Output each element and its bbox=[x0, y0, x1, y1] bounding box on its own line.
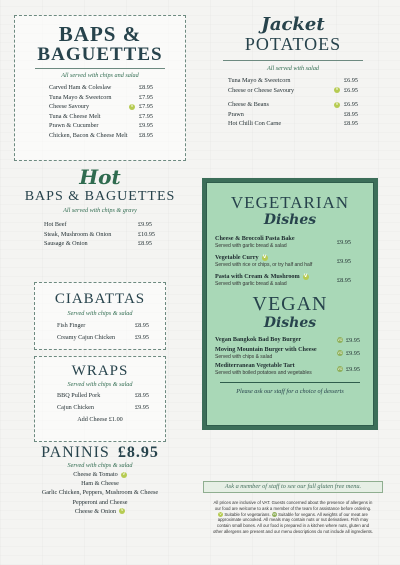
item-price: £8.95 bbox=[139, 131, 153, 139]
hot-baps-section bbox=[14, 167, 186, 249]
list-item bbox=[49, 93, 163, 103]
paninis-section bbox=[14, 444, 186, 516]
ciabattas-section bbox=[34, 282, 166, 350]
list-item bbox=[228, 100, 368, 110]
baps-title-line1: BAPS & bbox=[58, 22, 142, 46]
item-name: Cheese & Beans bbox=[228, 101, 269, 109]
item-price: £7.95 bbox=[139, 112, 153, 120]
wraps-subtitle: Served with chips & salad bbox=[67, 381, 133, 388]
item-price: £8.95 bbox=[344, 120, 358, 128]
wraps-extra: Add Cheese £1.00 bbox=[77, 416, 123, 423]
list-item bbox=[228, 119, 368, 129]
allergy-note: All prices are inclusive of VAT. Guests concerned about the presence of allergens in our food are welcome to ask a member of the team for assistance before ordering. V Suitable for vegetarians. VG Suitable for vegans. All weights of our meat are approximate uncooked. All meals may contain nuts or nut derivatives. Fish may contain small bones. All our food is prepared in a kitchen where nuts, gluten and other allergens are present and our menu descriptions do not include all ingredients. bbox=[212, 500, 374, 534]
gluten-free-banner: Ask a member of staff to see our full gluten free menu. bbox=[203, 481, 383, 493]
dish-name: Vegetable Curry V bbox=[215, 254, 267, 261]
item-price: £9.95 bbox=[139, 122, 153, 130]
list-item bbox=[215, 362, 365, 376]
baps-title-line2: BAGUETTES bbox=[37, 44, 163, 65]
item-name: BBQ Pulled Pork bbox=[57, 392, 101, 399]
list-item: Ham & Cheese bbox=[81, 480, 119, 488]
list-item bbox=[215, 235, 365, 249]
ciabattas-subtitle: Served with chips & salad bbox=[67, 310, 133, 317]
hot-baps-item-list bbox=[14, 214, 186, 249]
hot-script-title: Hot bbox=[79, 165, 121, 189]
vegan-icon: VG bbox=[337, 338, 343, 342]
vegan-item-list bbox=[215, 336, 365, 376]
wraps-item-list bbox=[35, 388, 165, 414]
dish-description: Served with boiled potatoes and vegetables bbox=[215, 370, 312, 376]
list-item bbox=[57, 320, 159, 332]
dish-name: Pasta with Cream & Mushroom V bbox=[215, 273, 308, 280]
dish-name: Vegan Bangkok Bad Boy Burger bbox=[215, 336, 302, 343]
paninis-price: £8.95 bbox=[117, 444, 159, 461]
item-price: £9.95 bbox=[135, 404, 149, 411]
jacket-item-list bbox=[208, 72, 378, 129]
jacket-subtitle: All served with salad bbox=[266, 65, 320, 72]
item-name: Cheese Savoury bbox=[49, 103, 90, 111]
item-name: Hot Beef bbox=[44, 221, 67, 228]
item-name: Prawn & Cucumber bbox=[49, 122, 99, 130]
item-name: Prawn bbox=[228, 110, 244, 118]
item-price: £9.95 bbox=[138, 221, 152, 228]
dish-name: Mediterranean Vegetable Tart bbox=[215, 362, 295, 369]
paninis-subtitle: Served with chips & salad bbox=[67, 462, 133, 469]
list-item: Cheese & Tomato V bbox=[73, 471, 126, 478]
item-name: Steak, Mushroom & Onion bbox=[44, 230, 112, 238]
dish-name: Cheese & Broccoli Pasta Bake bbox=[215, 235, 295, 242]
item-price: £8.95 bbox=[138, 240, 152, 248]
item-name: Creamy Cajun Chicken bbox=[57, 334, 116, 341]
desserts-note: Please ask our staff for a choice of desserts bbox=[236, 388, 344, 395]
list-item: Cheese & Onion V bbox=[74, 507, 124, 515]
jacket-title: POTATOES bbox=[244, 34, 342, 54]
dish-description: Served with chips & salad bbox=[215, 354, 273, 360]
list-item bbox=[49, 131, 163, 141]
dish-price: £9.95 bbox=[346, 349, 360, 357]
item-name: Tuna Mayo & Sweetcorn bbox=[228, 77, 291, 84]
list-item bbox=[215, 346, 365, 360]
list-item bbox=[215, 336, 365, 344]
ciabattas-title: CIABATTAS bbox=[54, 291, 146, 307]
list-item bbox=[228, 76, 368, 86]
item-price: £8.95 bbox=[344, 110, 358, 118]
vegetarian-icon: V bbox=[335, 101, 339, 107]
list-item bbox=[49, 121, 163, 131]
dish-price: £9.95 bbox=[337, 238, 351, 246]
item-price: £8.95 bbox=[135, 392, 149, 399]
vegetarian-script: Dishes bbox=[263, 212, 317, 228]
vegetarian-icon: V bbox=[120, 508, 124, 514]
vegetarian-icon: V bbox=[262, 254, 267, 260]
dish-description: Served with garlic bread & salad bbox=[215, 281, 287, 287]
item-price: £6.95 bbox=[344, 101, 358, 109]
item-price: £7.95 bbox=[139, 103, 153, 111]
item-price: £10.95 bbox=[138, 230, 156, 238]
jacket-section bbox=[208, 16, 378, 129]
wraps-section bbox=[34, 356, 166, 442]
vegetarian-icon: V bbox=[303, 273, 308, 279]
vegetarian-vegan-box bbox=[202, 178, 378, 430]
vegetarian-icon: V bbox=[335, 87, 339, 93]
hot-baps-title: BAPS & BAGUETTES bbox=[24, 189, 176, 204]
list-item bbox=[57, 332, 159, 344]
list-item bbox=[215, 273, 365, 287]
list-item bbox=[49, 83, 163, 93]
item-price: £6.95 bbox=[344, 77, 358, 84]
vegetarian-icon: V bbox=[122, 471, 126, 477]
ciabattas-item-list bbox=[35, 317, 165, 344]
item-price: £7.95 bbox=[139, 93, 153, 101]
vegan-title: VEGAN bbox=[252, 293, 328, 315]
dish-price: £9.95 bbox=[337, 257, 351, 265]
list-item bbox=[44, 239, 162, 249]
vegan-icon: VG bbox=[272, 512, 277, 516]
item-price: £8.95 bbox=[135, 322, 149, 329]
dish-price: £9.95 bbox=[346, 365, 360, 373]
list-item bbox=[49, 112, 163, 122]
vegan-icon: VG bbox=[337, 367, 343, 371]
vegan-icon: VG bbox=[337, 351, 343, 355]
item-price: £8.95 bbox=[139, 84, 153, 91]
list-item bbox=[228, 110, 368, 120]
paninis-item-list bbox=[14, 470, 186, 516]
item-name: Tuna & Cheese Melt bbox=[49, 112, 101, 120]
list-item bbox=[57, 390, 159, 402]
item-name: Fish Finger bbox=[57, 322, 86, 329]
vegetarian-title: VEGETARIAN bbox=[230, 193, 350, 212]
baps-section bbox=[14, 15, 186, 161]
list-item: Garlic Chicken, Peppers, Mushroom & Cheese bbox=[41, 489, 159, 497]
vegetarian-item-list bbox=[215, 235, 365, 287]
item-name: Cheese or Cheese Savoury bbox=[228, 86, 295, 94]
item-price: £9.95 bbox=[135, 334, 149, 341]
baps-subtitle: All served with chips and salad bbox=[61, 72, 139, 79]
list-item bbox=[49, 102, 163, 112]
vegetarian-icon: V bbox=[130, 103, 134, 109]
list-item bbox=[44, 230, 162, 240]
wraps-title: WRAPS bbox=[71, 363, 129, 379]
item-price: £6.95 bbox=[344, 86, 358, 94]
dish-name: Moving Mountain Burger with Cheese bbox=[215, 346, 317, 353]
item-name: Carved Ham & Coleslaw bbox=[49, 84, 112, 91]
list-item bbox=[57, 402, 159, 414]
list-item bbox=[44, 220, 162, 230]
paninis-title: PANINIS bbox=[41, 444, 110, 461]
dish-price: £9.95 bbox=[346, 336, 360, 344]
dish-description: Served with garlic bread & salad bbox=[215, 243, 287, 249]
list-item: Pepperoni and Cheese bbox=[72, 498, 128, 506]
dish-description: Served with rice or chips, or try half and half bbox=[215, 262, 313, 268]
dish-price: £8.95 bbox=[337, 276, 351, 284]
list-item bbox=[228, 86, 368, 96]
baps-item-list bbox=[15, 79, 185, 141]
hot-baps-subtitle: All served with chips & gravy bbox=[63, 207, 137, 214]
item-name: Sausage & Onion bbox=[44, 240, 88, 248]
vegetarian-icon: V bbox=[219, 511, 222, 516]
item-name: Cajun Chicken bbox=[57, 404, 94, 411]
item-name: Hot Chilli Con Carne bbox=[228, 120, 282, 128]
jacket-script-title: Jacket bbox=[261, 14, 325, 35]
item-name: Tuna Mayo & Sweetcorn bbox=[49, 93, 112, 101]
list-item bbox=[215, 254, 365, 268]
item-name: Chicken, Bacon & Cheese Melt bbox=[49, 131, 128, 139]
vegan-script: Dishes bbox=[263, 315, 317, 331]
